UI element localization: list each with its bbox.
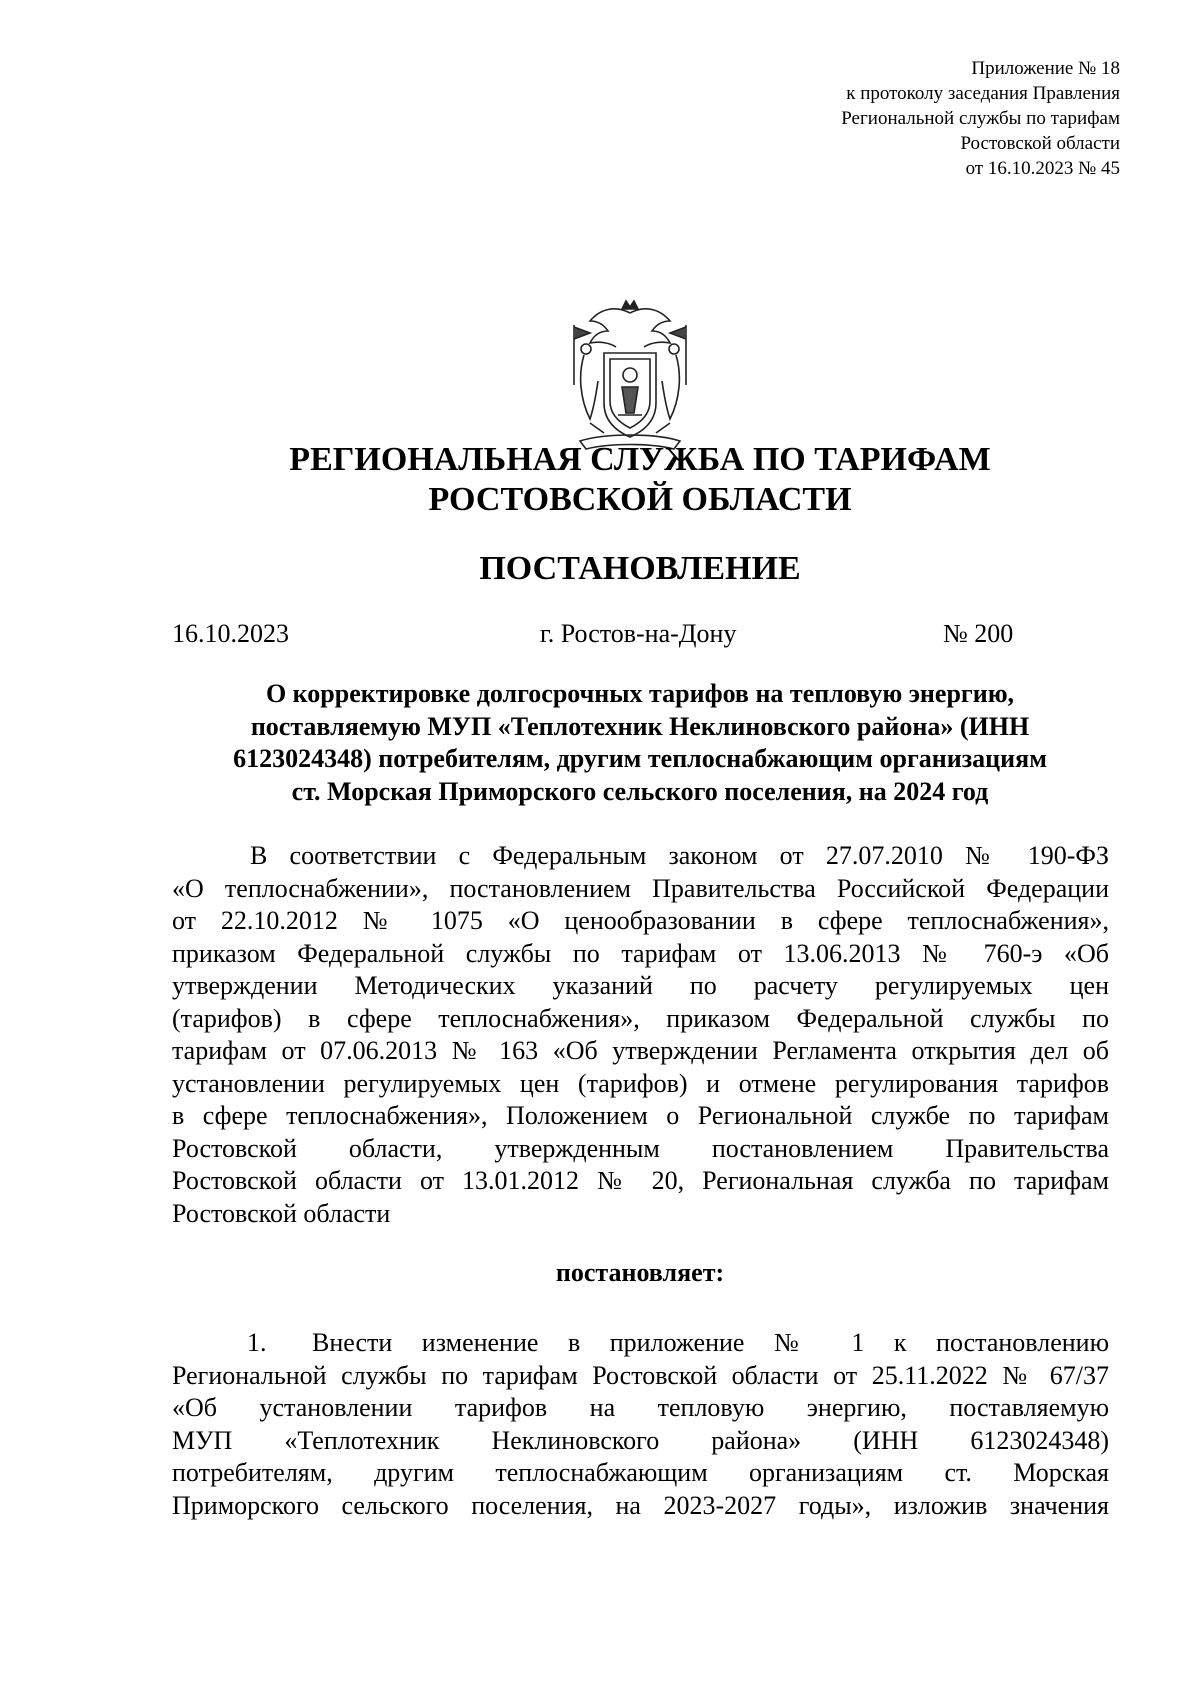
- item-first-line: [172, 1327, 1109, 1360]
- preamble-line: Ростовской области от 13.01.2012 № 20, Региональная служба по тарифам: [172, 1166, 1109, 1195]
- item-line: потребителям, другим теплоснабжающим организациям ст. Морская: [172, 1458, 1109, 1487]
- preamble-line: В соответствии с Федеральным законом от 27.07.2010 № 190-ФЗ: [250, 841, 1109, 870]
- appendix-line: Региональной службы по тарифам: [841, 108, 1120, 129]
- item-line: Региональной службы по тарифам Ростовской области от 25.11.2022 № 67/37: [172, 1360, 1109, 1390]
- document-place: г. Ростов-на-Дону: [540, 619, 737, 648]
- subject-line: поставляемую МУП «Теплотехник Неклиновского района» (ИНН: [250, 711, 1030, 741]
- subject-line: 6123024348) потребителям, другим теплоснабжающим организациям: [233, 744, 1047, 773]
- preamble-paragraph: [172, 840, 1109, 1230]
- item-line: МУП «Теплотехник Неклиновского района» (ИНН 6123024348): [172, 1425, 1109, 1455]
- preamble-line: установлении регулируемых цен (тарифов) и отмене регулирования тарифов: [172, 1068, 1109, 1098]
- resolution-keyword: постановляет:: [555, 1258, 725, 1287]
- document-number: № 200: [943, 619, 1014, 648]
- preamble-line: утверждении Методических указаний по расчету регулируемых цен: [172, 971, 1109, 1000]
- preamble-line: тарифам от 07.06.2013 № 163 «Об утверждении Регламента открытия дел об: [172, 1036, 1109, 1065]
- document-subject: [170, 678, 1110, 808]
- preamble-line: приказом Федеральной службы по тарифам от 13.06.2013 № 760-э «Об: [172, 938, 1109, 968]
- item-line: Приморского сельского поселения, на 2023-2027 годы», изложив значения: [172, 1490, 1109, 1520]
- preamble-line: Ростовской области, утвержденным постановлением Правительства: [172, 1133, 1109, 1163]
- appendix-line: Ростовской области: [960, 133, 1120, 154]
- preamble-line: (тарифов) в сфере теплоснабжения», приказом Федеральной службы по: [172, 1003, 1109, 1033]
- preamble-line: «О теплоснабжении», постановлением Правительства Российской Федерации: [172, 873, 1109, 903]
- preamble-line: от 22.10.2012 № 1075 «О ценообразовании в сфере теплоснабжения»,: [172, 906, 1109, 935]
- item-1-paragraph: [172, 1327, 1109, 1522]
- coat-of-arms-icon: [560, 295, 700, 455]
- item-line: Внести изменение в приложение № 1 к постановлению: [312, 1328, 1109, 1357]
- subject-line: О корректировке долгосрочных тарифов на тепловую энергию,: [265, 679, 1015, 708]
- appendix-block: [700, 56, 1120, 181]
- item-number: 1.: [247, 1328, 267, 1357]
- document-type: ПОСТАНОВЛЕНИЕ: [479, 550, 801, 587]
- preamble-line: Ростовской области: [172, 1198, 391, 1228]
- subject-line: ст. Морская Приморского сельского поселения, на 2024 год: [291, 776, 989, 806]
- appendix-line: от 16.10.2023 № 45: [965, 158, 1120, 179]
- appendix-line: к протоколу заседания Правления: [846, 83, 1120, 104]
- agency-name-line: РОСТОВСКОЙ ОБЛАСТИ: [428, 481, 852, 518]
- preamble-line: в сфере теплоснабжения», Положением о Региональной службе по тарифам: [172, 1101, 1109, 1130]
- appendix-line: Приложение № 18: [971, 58, 1120, 79]
- agency-name-line: РЕГИОНАЛЬНАЯ СЛУЖБА ПО ТАРИФАМ: [289, 441, 991, 478]
- document-date: 16.10.2023: [172, 619, 289, 648]
- agency-name: [170, 440, 1110, 520]
- item-line: «Об установлении тарифов на тепловую энергию, поставляемую: [172, 1393, 1109, 1422]
